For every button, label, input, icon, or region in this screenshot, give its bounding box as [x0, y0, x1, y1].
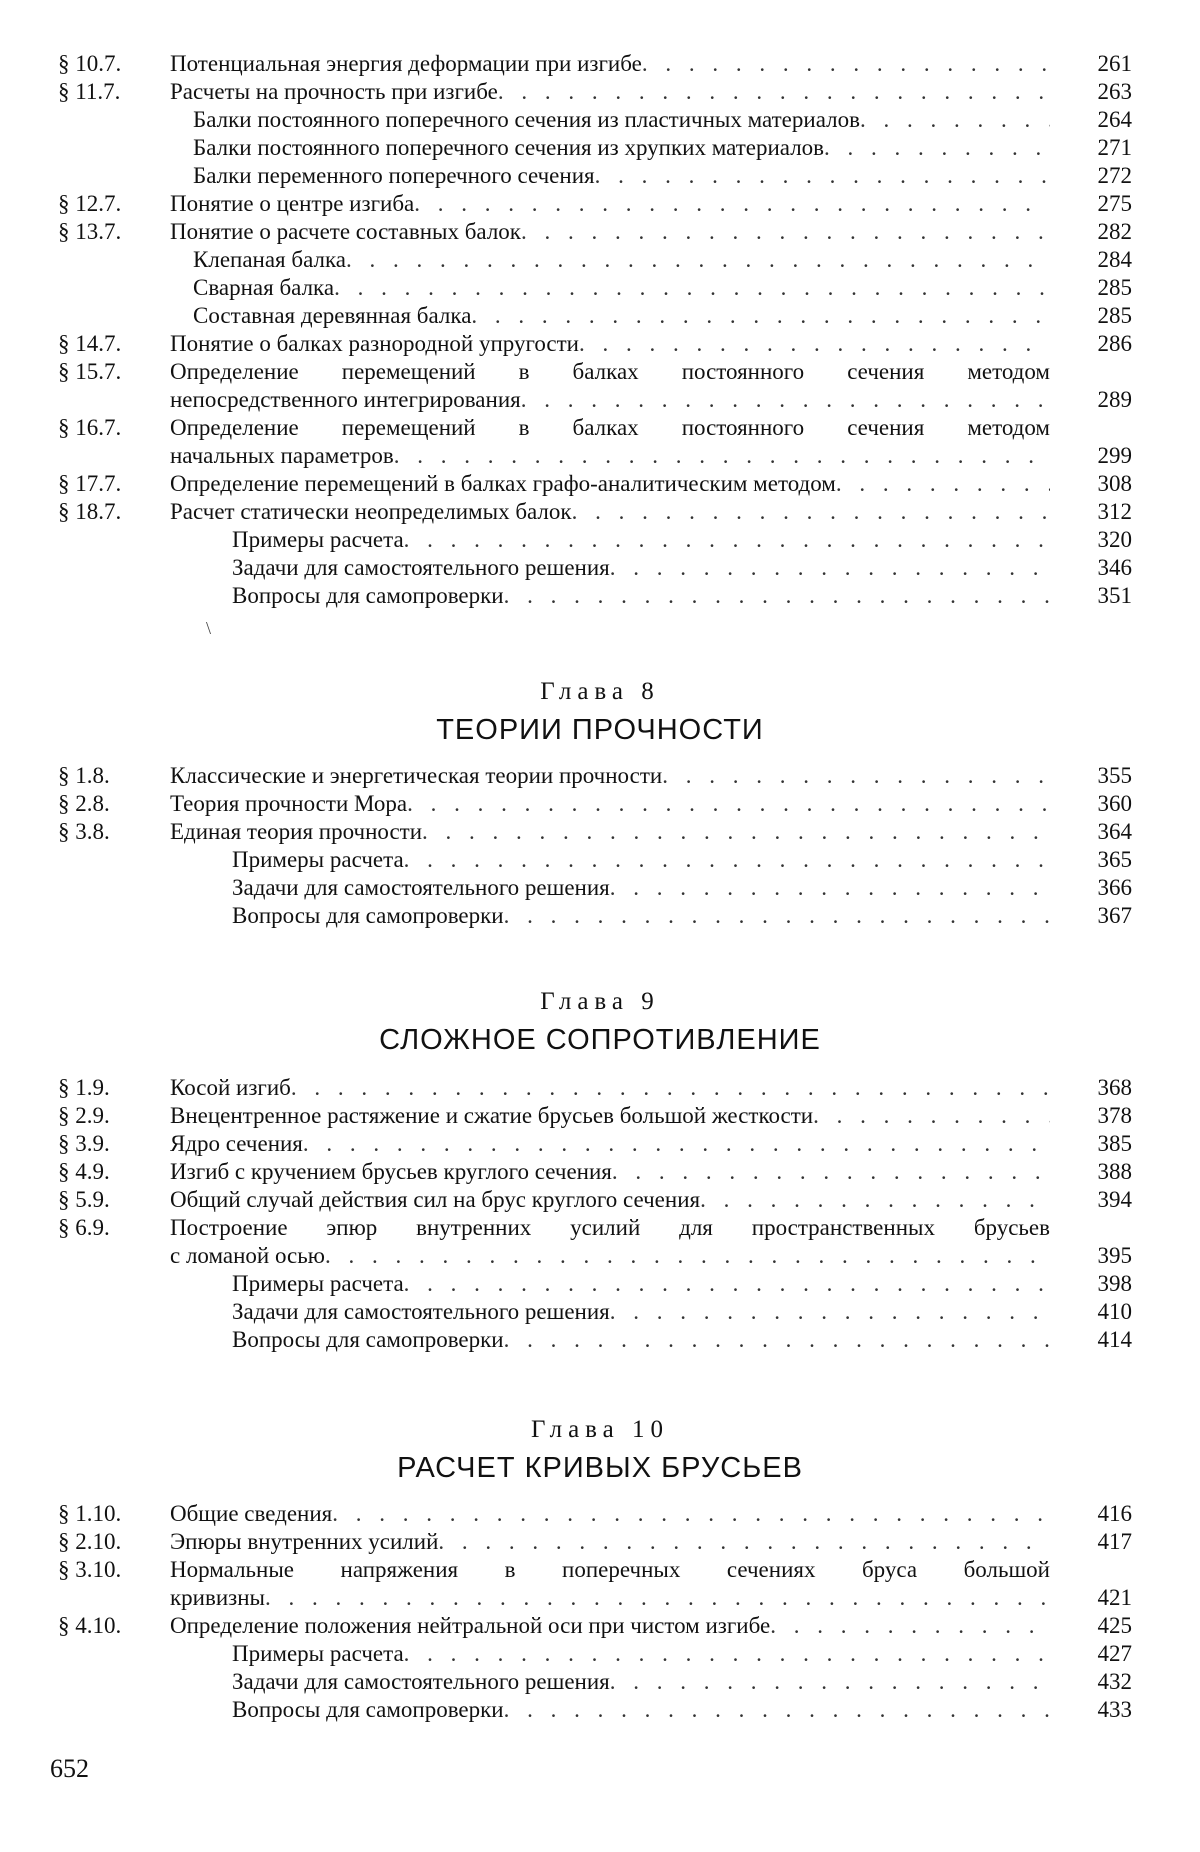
stray-mark: \ — [206, 618, 212, 638]
page-ref: 275 — [1097, 191, 1132, 216]
page-ref: 346 — [1097, 555, 1132, 580]
toc-chapter-7-continued — [0, 50, 1200, 610]
entry-title-text: Косой изгиб — [170, 1075, 291, 1100]
dot-leader — [610, 554, 1050, 582]
dot-leader — [504, 1326, 1050, 1354]
entry-title — [170, 1158, 1050, 1186]
page-ref: 320 — [1097, 527, 1132, 552]
section-number: § 14.7. — [58, 331, 122, 356]
page-ref: 425 — [1097, 1613, 1132, 1638]
entry-title — [232, 554, 1050, 582]
dot-leader — [579, 330, 1050, 358]
entry-title-text: Балки постоянного поперечного сечения из пластичных материалов — [193, 107, 860, 132]
toc-entry — [0, 582, 1200, 610]
entry-title — [170, 50, 1050, 78]
entry-title-text: Понятие о центре изгиба — [170, 191, 415, 216]
page-ref: 410 — [1097, 1299, 1132, 1324]
toc-entry — [0, 1130, 1200, 1158]
toc-entry — [0, 106, 1200, 134]
entry-title-text: Задачи для самостоятельного решения — [232, 875, 610, 900]
section-number: § 15.7. — [58, 359, 122, 384]
entry-title-text: Вопросы для самопроверки — [232, 1697, 504, 1722]
dot-leader — [332, 1500, 1050, 1528]
entry-title-text: Вопросы для самопроверки — [232, 583, 504, 608]
entry-title-text: Понятие о балках разнородной упругости — [170, 331, 579, 356]
entry-title-line-1: Построение эпюр внутренних усилий для пространственных брусьев — [170, 1215, 1050, 1240]
entry-title — [170, 762, 1050, 790]
toc-entry — [0, 470, 1200, 498]
entry-title — [193, 162, 1050, 190]
page-ref: 289 — [1097, 387, 1132, 412]
toc-entry — [0, 1528, 1200, 1556]
entry-title-line-1: Определение перемещений в балках постоянного сечения методом — [170, 359, 1050, 384]
toc-entry — [0, 1326, 1200, 1354]
page-ref: 286 — [1097, 331, 1132, 356]
page-ref: 416 — [1097, 1501, 1132, 1526]
entry-title-text: Расчеты на прочность при изгибе — [170, 79, 498, 104]
entry-title — [232, 1298, 1050, 1326]
toc-entry — [0, 1556, 1200, 1612]
section-number: § 3.8. — [58, 819, 110, 844]
entry-title — [170, 358, 1050, 414]
entry-title — [232, 1640, 1050, 1668]
entry-title-text: Балки постоянного поперечного сечения из хрупких материалов — [193, 135, 825, 160]
toc-entry — [0, 874, 1200, 902]
entry-title-text: Единая теория прочности — [170, 819, 423, 844]
dot-leader — [498, 78, 1050, 106]
entry-title — [232, 1326, 1050, 1354]
page-ref: 261 — [1097, 51, 1132, 76]
chapter-8-label: Глава 8 — [540, 678, 660, 705]
section-number: § 1.8. — [58, 763, 110, 788]
entry-title-text: Вопросы для самопроверки — [232, 1327, 504, 1352]
entry-title — [193, 274, 1050, 302]
toc-entry — [0, 1696, 1200, 1724]
page-ref: 432 — [1097, 1669, 1132, 1694]
entry-title-text: Составная деревянная балка — [193, 303, 472, 328]
section-number: § 17.7. — [58, 471, 122, 496]
toc-entry — [0, 1074, 1200, 1102]
dot-leader — [438, 1528, 1050, 1556]
entry-title-text: Потенциальная энергия деформации при изгибе — [170, 51, 642, 76]
dot-leader — [504, 1696, 1050, 1724]
chapter-8-title: ТЕОРИИ ПРОЧНОСТИ — [436, 714, 764, 746]
entry-title — [193, 302, 1050, 330]
toc-entry — [0, 50, 1200, 78]
section-number: § 2.8. — [58, 791, 110, 816]
entry-title-text: Теория прочности Мора — [170, 791, 408, 816]
page-ref: 360 — [1097, 791, 1132, 816]
entry-title — [170, 330, 1050, 358]
entry-title-line-1: Определение перемещений в балках постоянного сечения методом — [170, 415, 1050, 440]
toc-entry — [0, 790, 1200, 818]
entry-title-text: Примеры расчета — [232, 1271, 404, 1296]
entry-title-text: Расчет статически неопределимых балок — [170, 499, 572, 524]
entry-title — [170, 818, 1050, 846]
toc-entry — [0, 1102, 1200, 1130]
entry-title-line-1: Нормальные напряжения в поперечных сечениях бруса большой — [170, 1557, 1050, 1582]
toc-entry — [0, 1186, 1200, 1214]
entry-title — [232, 526, 1050, 554]
toc-entry — [0, 358, 1200, 414]
entry-title-line-2 — [170, 1584, 1050, 1612]
toc-entry — [0, 134, 1200, 162]
page-ref: 308 — [1097, 471, 1132, 496]
page-ref: 355 — [1097, 763, 1132, 788]
page-ref: 364 — [1097, 819, 1132, 844]
toc-entry — [0, 302, 1200, 330]
entry-title-text: Примеры расчета — [232, 1641, 404, 1666]
entry-title-text: Сварная балка — [193, 275, 335, 300]
page-ref: 299 — [1097, 443, 1132, 468]
dot-leader — [471, 302, 1050, 330]
dot-leader — [504, 582, 1050, 610]
dot-leader — [394, 442, 1050, 470]
page-ref: 414 — [1097, 1327, 1132, 1352]
dot-leader — [813, 1102, 1050, 1130]
entry-title-text: Балки переменного поперечного сечения — [193, 163, 595, 188]
toc-entry — [0, 818, 1200, 846]
entry-title — [193, 246, 1050, 274]
entry-title — [170, 1528, 1050, 1556]
dot-leader — [595, 162, 1050, 190]
entry-title-text: Задачи для самостоятельного решения — [232, 1299, 610, 1324]
entry-title — [170, 414, 1050, 470]
dot-leader — [265, 1584, 1050, 1612]
dot-leader — [662, 762, 1050, 790]
page-ref: 282 — [1097, 219, 1132, 244]
dot-leader — [770, 1612, 1050, 1640]
page-ref: 285 — [1097, 275, 1132, 300]
entry-title — [170, 1074, 1050, 1102]
toc-entry — [0, 1668, 1200, 1696]
page-ref: 433 — [1097, 1697, 1132, 1722]
entry-title-text: с ломаной осью — [170, 1243, 325, 1268]
toc-entry — [0, 1500, 1200, 1528]
page-ref: 388 — [1097, 1159, 1132, 1184]
dot-leader — [404, 1270, 1050, 1298]
page-ref: 365 — [1097, 847, 1132, 872]
dot-leader — [572, 498, 1050, 526]
page-ref: 351 — [1097, 583, 1132, 608]
section-number: § 16.7. — [58, 415, 122, 440]
dot-leader — [642, 50, 1050, 78]
entry-title — [170, 1612, 1050, 1640]
section-number: § 18.7. — [58, 499, 122, 524]
toc-entry — [0, 1612, 1200, 1640]
chapter-10-label: Глава 10 — [531, 1416, 669, 1443]
dot-leader — [610, 874, 1050, 902]
toc-entry — [0, 414, 1200, 470]
section-number: § 3.10. — [58, 1557, 122, 1582]
entry-title-text: непосредственного интегрирования — [170, 387, 521, 412]
dot-leader — [414, 190, 1050, 218]
entry-title-text: Ядро сечения — [170, 1131, 303, 1156]
toc-entry — [0, 526, 1200, 554]
section-number: § 11.7. — [58, 79, 121, 104]
toc-entry — [0, 554, 1200, 582]
page-ref: 394 — [1097, 1187, 1132, 1212]
page-ref: 421 — [1097, 1585, 1132, 1610]
entry-title-text: начальных параметров — [170, 443, 394, 468]
dot-leader — [612, 1158, 1050, 1186]
dot-leader — [422, 818, 1050, 846]
section-number: § 12.7. — [58, 191, 122, 216]
entry-title — [193, 106, 1050, 134]
dot-leader — [521, 218, 1050, 246]
dot-leader — [346, 246, 1050, 274]
page-ref: 284 — [1097, 247, 1132, 272]
entry-title — [170, 470, 1050, 498]
section-number: § 4.9. — [58, 1159, 110, 1184]
dot-leader — [504, 902, 1050, 930]
page-ref: 398 — [1097, 1271, 1132, 1296]
dot-leader — [303, 1130, 1050, 1158]
section-number: § 3.9. — [58, 1131, 110, 1156]
page-ref: 395 — [1097, 1243, 1132, 1268]
section-number: § 13.7. — [58, 219, 122, 244]
entry-title-text: кривизны — [170, 1585, 265, 1610]
entry-title — [170, 1500, 1050, 1528]
toc-chapter-8 — [0, 762, 1200, 930]
entry-title-text: Вопросы для самопроверки — [232, 903, 504, 928]
page-ref: 272 — [1097, 163, 1132, 188]
section-number: § 2.10. — [58, 1529, 122, 1554]
page-ref: 427 — [1097, 1641, 1132, 1666]
dot-leader — [521, 386, 1050, 414]
entry-title-line-2 — [170, 1242, 1050, 1270]
toc-entry — [0, 902, 1200, 930]
toc-entry — [0, 274, 1200, 302]
page-ref: 264 — [1097, 107, 1132, 132]
entry-title — [170, 1556, 1050, 1612]
page-ref: 263 — [1097, 79, 1132, 104]
entry-title-text: Эпюры внутренних усилий — [170, 1529, 439, 1554]
entry-title-line-2 — [170, 442, 1050, 470]
section-number: § 2.9. — [58, 1103, 110, 1128]
entry-title-text: Общие сведения — [170, 1501, 333, 1526]
entry-title — [170, 190, 1050, 218]
page-ref: 285 — [1097, 303, 1132, 328]
toc-entry — [0, 498, 1200, 526]
dot-leader — [824, 134, 1050, 162]
entry-title — [170, 1102, 1050, 1130]
entry-title-text: Задачи для самостоятельного решения — [232, 555, 610, 580]
toc-chapter-10 — [0, 1500, 1200, 1724]
section-number: § 5.9. — [58, 1187, 110, 1212]
section-number: § 10.7. — [58, 51, 122, 76]
entry-title — [232, 1696, 1050, 1724]
entry-title — [193, 134, 1050, 162]
page-ref: 378 — [1097, 1103, 1132, 1128]
page-ref: 367 — [1097, 903, 1132, 928]
entry-title-text: Изгиб с кручением брусьев круглого сечения — [170, 1159, 612, 1184]
dot-leader — [610, 1668, 1050, 1696]
entry-title — [170, 1186, 1050, 1214]
entry-title-text: Примеры расчета — [232, 847, 404, 872]
entry-title — [232, 1270, 1050, 1298]
dot-leader — [404, 846, 1050, 874]
toc-entry — [0, 218, 1200, 246]
toc-entry — [0, 246, 1200, 274]
dot-leader — [836, 470, 1050, 498]
dot-leader — [291, 1074, 1050, 1102]
page-ref: 366 — [1097, 875, 1132, 900]
toc-chapter-9 — [0, 1074, 1200, 1354]
entry-title-line-2 — [170, 386, 1050, 414]
entry-title-text: Определение положения нейтральной оси при чистом изгибе — [170, 1613, 771, 1638]
toc-entry — [0, 1214, 1200, 1270]
page-ref: 368 — [1097, 1075, 1132, 1100]
dot-leader — [700, 1186, 1050, 1214]
toc-entry — [0, 1640, 1200, 1668]
section-number: § 1.9. — [58, 1075, 110, 1100]
dot-leader — [404, 526, 1050, 554]
entry-title — [232, 1668, 1050, 1696]
page-ref: 417 — [1097, 1529, 1132, 1554]
entry-title — [170, 498, 1050, 526]
section-number: § 1.10. — [58, 1501, 122, 1526]
toc-entry — [0, 846, 1200, 874]
entry-title-text: Задачи для самостоятельного решения — [232, 1669, 610, 1694]
entry-title — [170, 1214, 1050, 1270]
section-number: § 4.10. — [58, 1613, 122, 1638]
entry-title — [232, 846, 1050, 874]
dot-leader — [860, 106, 1050, 134]
dot-leader — [407, 790, 1050, 818]
entry-title-text: Клепаная балка — [193, 247, 347, 272]
toc-entry — [0, 1270, 1200, 1298]
dot-leader — [325, 1242, 1050, 1270]
entry-title — [170, 1130, 1050, 1158]
entry-title — [232, 902, 1050, 930]
dot-leader — [610, 1298, 1050, 1326]
chapter-10-title: РАСЧЕТ КРИВЫХ БРУСЬЕВ — [397, 1452, 803, 1484]
toc-entry — [0, 330, 1200, 358]
entry-title-text: Внецентренное растяжение и сжатие брусьев большой жесткости — [170, 1103, 814, 1128]
entry-title-text: Общий случай действия сил на брус круглого сечения — [170, 1187, 701, 1212]
entry-title-text: Примеры расчета — [232, 527, 404, 552]
toc-entry — [0, 162, 1200, 190]
section-number: § 6.9. — [58, 1215, 110, 1240]
dot-leader — [404, 1640, 1050, 1668]
entry-title — [170, 78, 1050, 106]
chapter-9-label: Глава 9 — [540, 988, 660, 1015]
entry-title — [170, 218, 1050, 246]
toc-entry — [0, 1298, 1200, 1326]
toc-entry — [0, 1158, 1200, 1186]
page-number: 652 — [50, 1754, 89, 1783]
entry-title — [232, 874, 1050, 902]
entry-title-text: Классические и энергетическая теории прочности — [170, 763, 663, 788]
chapter-9-title: СЛОЖНОЕ СОПРОТИВЛЕНИЕ — [379, 1024, 821, 1056]
toc-entry — [0, 78, 1200, 106]
entry-title-text: Понятие о расчете составных балок — [170, 219, 521, 244]
entry-title — [170, 790, 1050, 818]
toc-entry — [0, 762, 1200, 790]
entry-title — [232, 582, 1050, 610]
dot-leader — [334, 274, 1050, 302]
page-ref: 312 — [1097, 499, 1132, 524]
toc-entry — [0, 190, 1200, 218]
entry-title-text: Определение перемещений в балках графо-аналитическим методом — [170, 471, 836, 496]
page-ref: 271 — [1097, 135, 1132, 160]
page-ref: 385 — [1097, 1131, 1132, 1156]
